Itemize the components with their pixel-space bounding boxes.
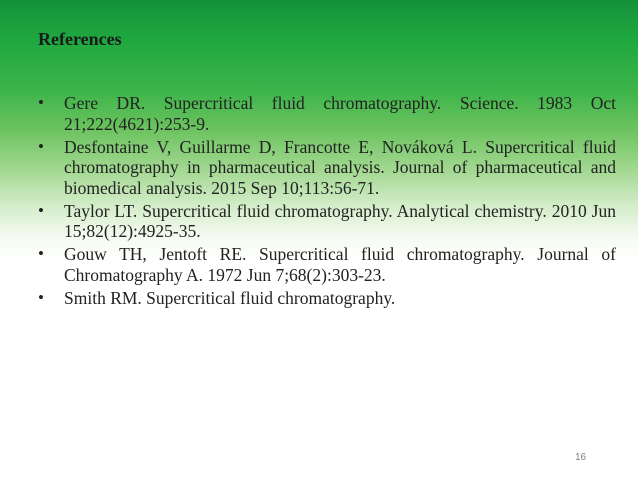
reference-item — [38, 137, 616, 199]
bullet-icon: • — [38, 136, 44, 156]
bullet-icon: • — [38, 93, 44, 112]
reference-text: Gere DR. Supercritical fluid chromatography. Science. 1983 Oct 21;222(4621):253-9. — [64, 93, 616, 134]
reference-item — [38, 288, 616, 309]
reference-text: Smith RM. Supercritical fluid chromatography. — [64, 287, 396, 308]
reference-item — [38, 93, 616, 134]
bullet-icon: • — [38, 244, 44, 263]
page-number: 16 — [575, 452, 587, 463]
reference-text: Taylor LT. Supercritical fluid chromatography. Analytical chemistry. 2010 Jun 15;82(12):4925-35. — [64, 200, 616, 241]
reference-item — [38, 244, 616, 285]
slide-title: References — [38, 29, 122, 49]
reference-list — [38, 93, 616, 311]
reference-text: Gouw TH, Jentoft RE. Supercritical fluid chromatography. Journal of Chromatography A. 1972 Jun 7;68(2):303-23. — [64, 244, 616, 285]
reference-item — [38, 201, 616, 242]
bullet-icon: • — [38, 287, 44, 307]
reference-text: Desfontaine V, Guillarme D, Francotte E, Nováková L. Supercritical fluid chromatography in pharmaceutical analysis. Journal of pharmaceutical and biomedical analysis. 2015 Sep 10;113:56-71. — [64, 136, 616, 198]
bullet-icon: • — [38, 200, 44, 220]
